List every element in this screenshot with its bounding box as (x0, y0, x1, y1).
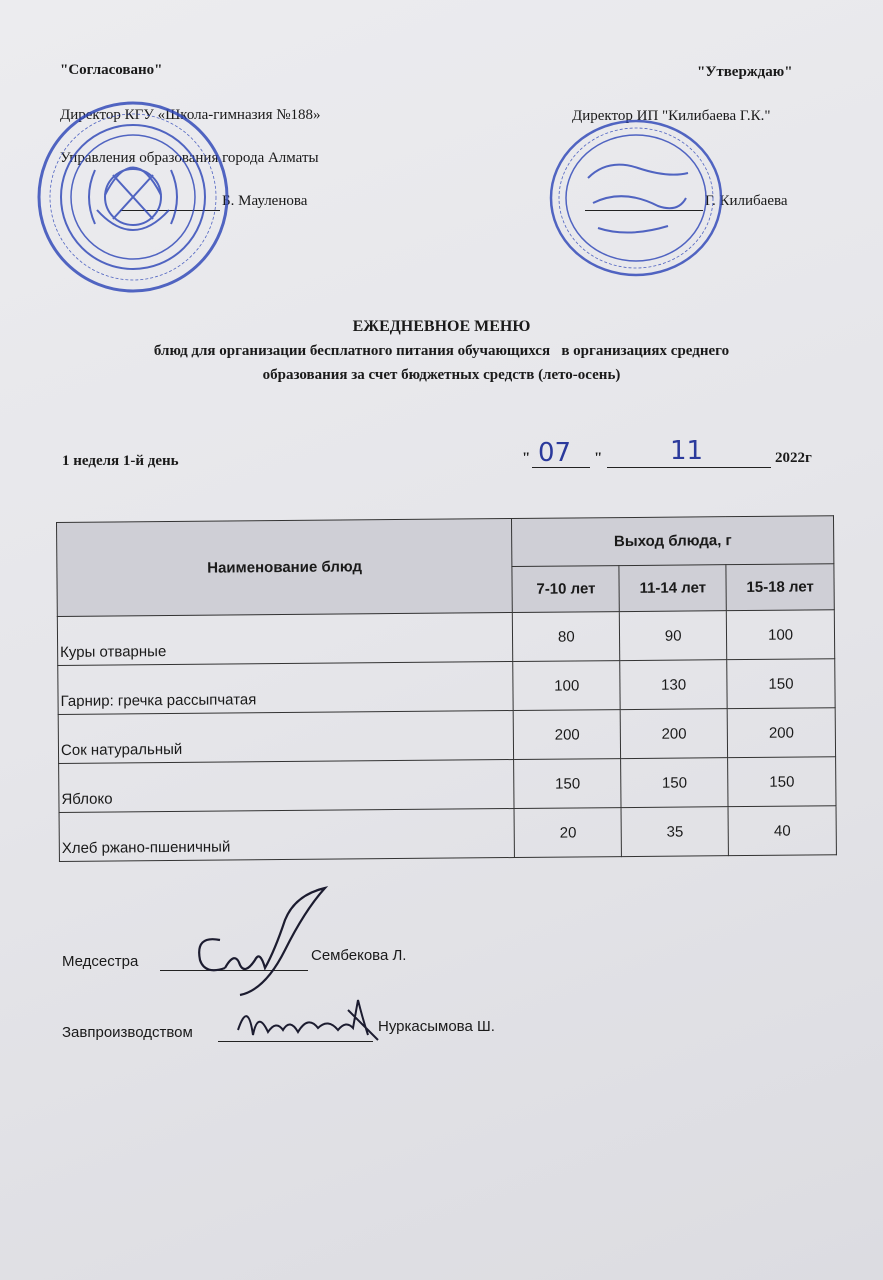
nurse-role: Медсестра (62, 953, 139, 970)
week-day-label: 1 неделя 1-й день (62, 453, 179, 469)
age-header: 7-10 лет (512, 566, 619, 613)
approved-director-line: Директор ИП "Килибаева Г.К." (572, 108, 771, 124)
table-row (57, 610, 834, 666)
production-role: Завпроизводством (62, 1024, 193, 1041)
production-name: Нуркасымова Ш. (378, 1018, 495, 1035)
agreed-heading: "Согласовано" (60, 62, 163, 78)
dish-value: 200 (620, 709, 727, 759)
output-header: Выход блюда, г (512, 516, 834, 567)
table-row (58, 659, 835, 715)
dish-value: 20 (514, 808, 621, 858)
dish-value: 35 (621, 807, 728, 857)
dish-value: 150 (727, 659, 835, 709)
dish-value: 200 (514, 710, 621, 760)
dish-value: 100 (726, 610, 834, 660)
dish-name: Хлеб ржано-пшеничный (59, 809, 515, 862)
table-row (59, 757, 836, 813)
table-row (59, 806, 836, 862)
menu-subtitle-line1: блюд для организации бесплатного питания обучающихся в организациях среднего (153, 343, 730, 359)
dish-value: 80 (513, 612, 620, 662)
agreed-director-line: Директор КГУ «Школа-гимназия №188» (60, 107, 321, 123)
school-stamp (35, 100, 231, 294)
ip-stamp (548, 118, 724, 278)
dish-name: Сок натуральный (58, 711, 514, 764)
table-row (58, 708, 835, 764)
agreed-signer: Б. Мауленова (222, 193, 308, 209)
menu-subtitle-line2: образования за счет бюджетных средств (лето-осень) (262, 367, 621, 383)
dish-name: Яблоко (59, 760, 515, 813)
date-close-quote: " (594, 450, 603, 466)
date-open-quote: " (522, 450, 531, 466)
date-day: 07 (538, 438, 572, 468)
approved-heading: "Утверждаю" (697, 64, 793, 80)
date-month-line (607, 467, 771, 468)
menu-title: ЕЖЕДНЕВНОЕ МЕНЮ (352, 318, 531, 335)
dish-name: Гарнир: гречка рассыпчатая (58, 662, 514, 715)
dish-value: 100 (513, 661, 620, 711)
nurse-handwritten-signature (165, 880, 335, 1000)
date-month: 11 (670, 436, 704, 466)
menu-table (56, 515, 837, 862)
dish-value: 40 (728, 806, 836, 856)
dish-value: 90 (620, 611, 727, 661)
dish-value: 150 (728, 757, 836, 807)
dish-value: 200 (727, 708, 835, 758)
dish-name: Куры отварные (57, 613, 513, 666)
dish-value: 130 (620, 660, 727, 710)
dish-value: 150 (514, 759, 621, 809)
nurse-name: Сембекова Л. (311, 947, 407, 964)
dish-value: 150 (621, 758, 728, 808)
agreed-department-line: Управления образования города Алматы (60, 150, 319, 166)
age-header: 11-14 лет (619, 565, 726, 612)
age-header: 15-18 лет (726, 564, 834, 611)
date-year: 2022г (775, 450, 812, 466)
production-handwritten-signature (228, 990, 388, 1060)
approved-signer: Г. Килибаева (705, 193, 788, 209)
dish-name-header: Наименование блюд (57, 519, 513, 617)
